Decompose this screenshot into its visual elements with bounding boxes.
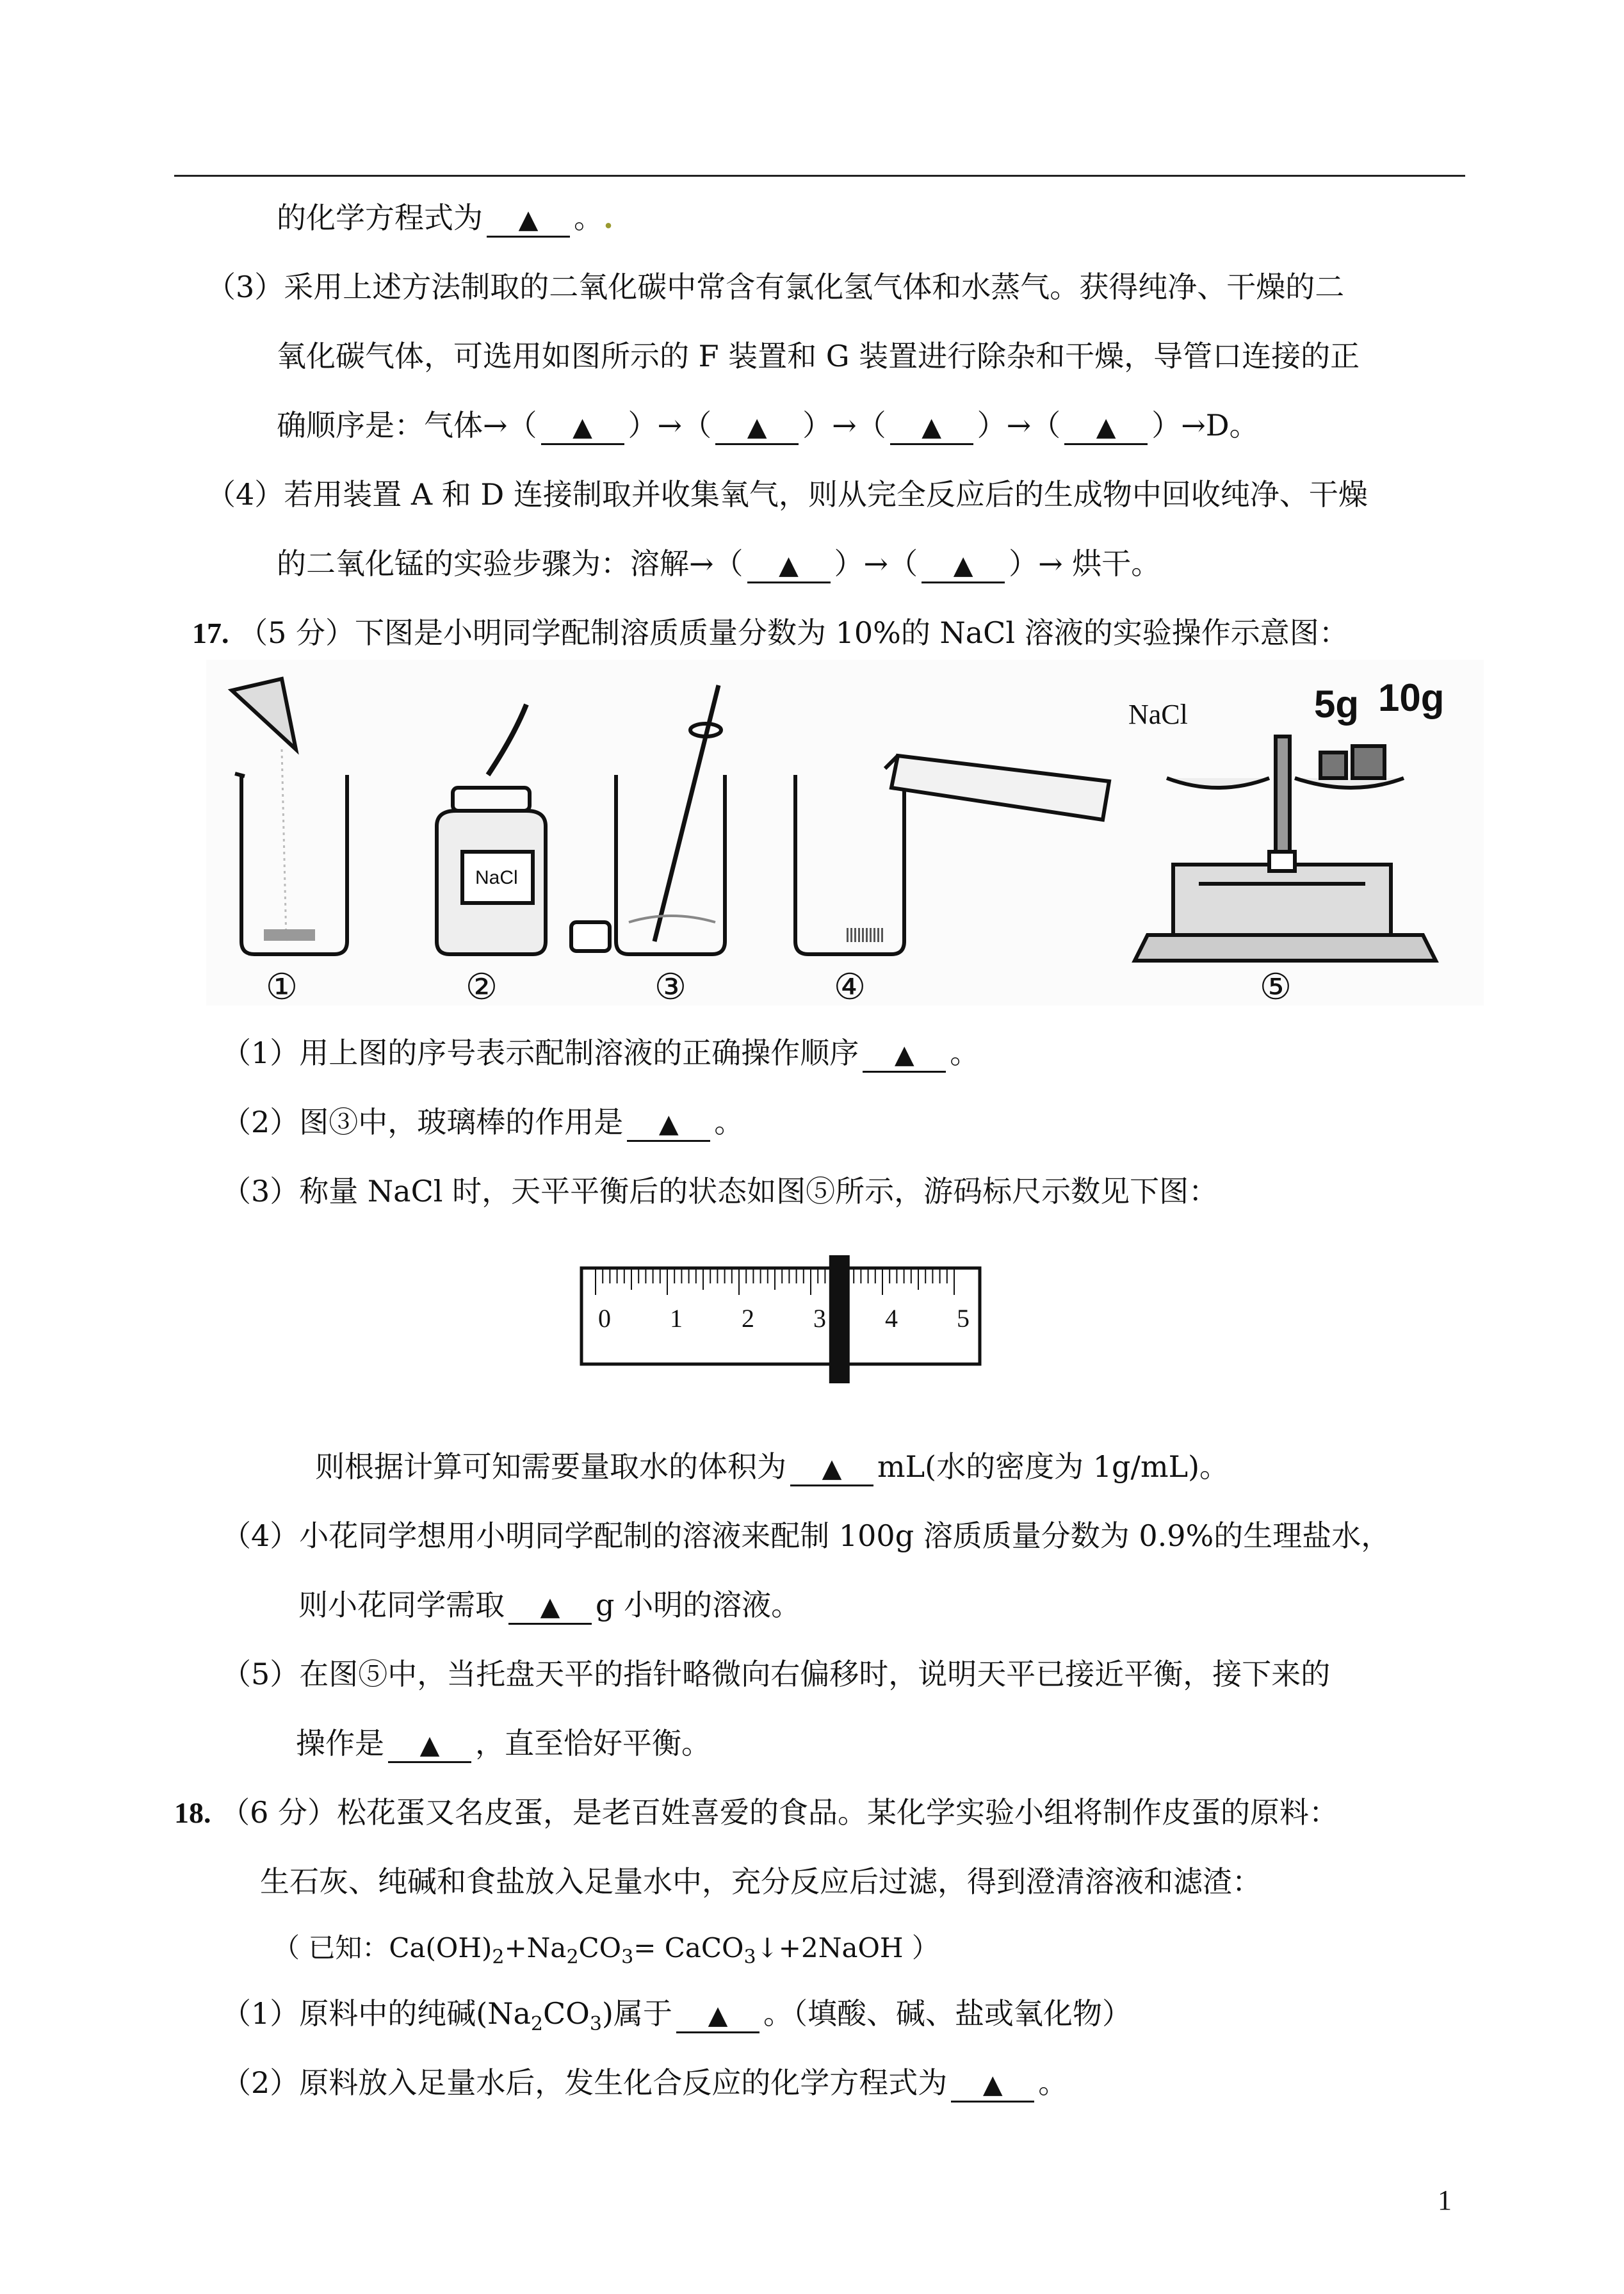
triangle-icon: ▲ xyxy=(953,551,973,580)
text-line xyxy=(277,197,613,238)
triangle-icon: ▲ xyxy=(708,2001,728,2030)
text-line xyxy=(315,1446,1229,1487)
triangle-icon: ▲ xyxy=(779,551,799,580)
text: . xyxy=(603,200,614,235)
text: CO xyxy=(542,1996,590,2031)
text: ，直至恰好平衡。 xyxy=(475,1726,711,1761)
answer-blank[interactable] xyxy=(508,1589,592,1625)
ruler-label: 2 xyxy=(742,1304,754,1333)
question-18-stem xyxy=(174,1792,1338,1834)
text-line: 氧化碳气体，可选用如图所示的 F 装置和 G 装置进行除杂和干燥，导管口连接的正 xyxy=(277,339,1360,373)
text: g 小明的溶液。 xyxy=(596,1588,801,1622)
answer-blank[interactable] xyxy=(715,409,799,445)
answer-blank[interactable] xyxy=(487,202,570,238)
text: )属于 xyxy=(602,1996,672,2031)
text: ）→ 烘干。 xyxy=(1009,546,1161,581)
text: 。（填酸、碱、盐或氧化物） xyxy=(763,1996,1132,2031)
text: 。 xyxy=(574,200,603,235)
page-number: 1 xyxy=(1438,2184,1452,2216)
step-label: ④ xyxy=(833,966,866,1005)
text-line xyxy=(222,1993,1132,2045)
text-line: （3）称量 NaCl 时，天平平衡后的状态如图⑤所示，游码标尺示数见下图： xyxy=(222,1174,1219,1208)
subscript: 3 xyxy=(743,1946,756,1969)
step-label: ① xyxy=(265,966,298,1005)
subscript: 3 xyxy=(589,2013,602,2036)
text-line: （5）在图⑤中，当托盘天平的指针略微向右偏移时，说明天平已接近平衡，接下来的 xyxy=(222,1657,1331,1691)
answer-blank[interactable] xyxy=(627,1106,710,1142)
ruler-label: 0 xyxy=(598,1304,611,1333)
text: 确顺序是：气体→（ xyxy=(277,408,537,443)
jar-label: NaCl xyxy=(475,867,518,888)
triangle-icon: ▲ xyxy=(922,412,942,442)
triangle-icon: ▲ xyxy=(572,412,592,442)
text: ）→（ xyxy=(834,546,918,581)
triangle-icon: ▲ xyxy=(518,205,539,234)
text: （1）原料中的纯碱(Na xyxy=(222,1996,531,2031)
experiment-figure xyxy=(206,660,1484,1005)
answer-blank[interactable] xyxy=(676,1997,759,2033)
text-line xyxy=(277,405,1259,446)
subscript: 2 xyxy=(492,1946,505,1969)
text: （6 分）松花蛋又名皮蛋，是老百姓喜爱的食品。某化学实验小组将制作皮蛋的原料： xyxy=(220,1795,1339,1830)
rider-scale xyxy=(576,1255,986,1383)
text: ）→（ xyxy=(628,408,712,443)
text: ）→D。 xyxy=(1151,408,1259,443)
answer-blank[interactable] xyxy=(1064,409,1148,445)
question-number: 18. xyxy=(174,1796,211,1829)
text-line xyxy=(277,543,1160,584)
text: 操作是 xyxy=(296,1726,384,1761)
triangle-icon: ▲ xyxy=(747,412,767,442)
text: （1）用上图的序号表示配制溶液的正确操作顺序 xyxy=(222,1036,859,1070)
ruler-label: 5 xyxy=(957,1304,970,1333)
text: mL(水的密度为 1g/mL)。 xyxy=(877,1449,1230,1484)
text: ）→（ xyxy=(977,408,1061,443)
text: 。 xyxy=(950,1036,980,1070)
text: 的二氧化锰的实验步骤为：溶解→（ xyxy=(277,546,743,581)
step-label: ② xyxy=(465,966,498,1005)
triangle-icon: ▲ xyxy=(894,1040,914,1070)
text: 则小花同学需取 xyxy=(298,1588,505,1622)
subscript: 3 xyxy=(621,1946,634,1969)
header-rule xyxy=(174,175,1465,177)
answer-blank[interactable] xyxy=(951,2067,1034,2103)
text: 则根据计算可知需要量取水的体积为 xyxy=(315,1449,786,1484)
weight-5g-label: 5g xyxy=(1314,683,1360,726)
text: ↓+2NaOH ） xyxy=(756,1932,939,1964)
text: +Na xyxy=(504,1932,567,1964)
text-line: （4）若用装置 A 和 D 连接制取并收集氧气，则从完全反应后的生成物中回收纯净、干燥 xyxy=(206,477,1368,512)
text: 。 xyxy=(1038,2065,1068,2100)
text: （ 已知：Ca(OH) xyxy=(273,1932,492,1964)
answer-blank[interactable] xyxy=(388,1727,471,1763)
subscript: 2 xyxy=(566,1946,579,1969)
text-line: 生石灰、纯碱和食盐放入足量水中，充分反应后过滤，得到澄清溶液和滤渣： xyxy=(260,1864,1262,1899)
text-line: （3）采用上述方法制取的二氧化碳中常含有氯化氢气体和水蒸气。获得纯净、干燥的二 xyxy=(206,270,1345,304)
answer-blank[interactable] xyxy=(890,409,973,445)
text: CO xyxy=(578,1932,622,1964)
text-line xyxy=(222,1032,979,1073)
text-line xyxy=(296,1723,711,1764)
equation-line xyxy=(273,1928,939,1978)
weight-10g-label: 10g xyxy=(1378,676,1445,719)
text: = CaCO xyxy=(633,1932,744,1964)
text: （2）原料放入足量水后，发生化合反应的化学方程式为 xyxy=(222,2065,948,2100)
text-line xyxy=(222,2062,1068,2103)
text: 。 xyxy=(714,1105,744,1139)
text: （5 分）下图是小明同学配制溶质质量分数为 10%的 NaCl 溶液的实验操作示意图： xyxy=(238,615,1349,650)
subscript: 2 xyxy=(530,2013,543,2036)
nacl-label: NaCl xyxy=(1128,699,1188,730)
ruler-label: 1 xyxy=(670,1304,683,1333)
text: 的化学方程式为 xyxy=(277,200,483,235)
ruler-label: 4 xyxy=(885,1304,898,1333)
triangle-icon: ▲ xyxy=(822,1454,842,1483)
answer-blank[interactable] xyxy=(541,409,624,445)
rider-slider xyxy=(829,1255,850,1383)
text-line xyxy=(298,1584,800,1625)
triangle-icon: ▲ xyxy=(1096,412,1116,442)
answer-blank[interactable] xyxy=(790,1451,873,1486)
question-number: 17. xyxy=(192,617,229,649)
text: （2）图③中，玻璃棒的作用是 xyxy=(222,1105,624,1139)
answer-blank[interactable] xyxy=(747,548,831,583)
ruler-label: 3 xyxy=(813,1304,826,1333)
answer-blank[interactable] xyxy=(863,1037,946,1073)
step-label: ③ xyxy=(654,966,687,1005)
text: ）→（ xyxy=(802,408,886,443)
step-label: ⑤ xyxy=(1259,966,1292,1005)
triangle-icon: ▲ xyxy=(658,1109,679,1139)
text-line: （4）小花同学想用小明同学配制的溶液来配制 100g 溶质质量分数为 0.9%的生理盐水， xyxy=(222,1518,1391,1553)
triangle-icon: ▲ xyxy=(540,1592,560,1622)
answer-blank[interactable] xyxy=(922,548,1005,583)
text-line xyxy=(222,1102,743,1143)
triangle-icon: ▲ xyxy=(419,1730,440,1760)
question-17-stem xyxy=(192,612,1349,654)
triangle-icon: ▲ xyxy=(982,2070,1003,2099)
